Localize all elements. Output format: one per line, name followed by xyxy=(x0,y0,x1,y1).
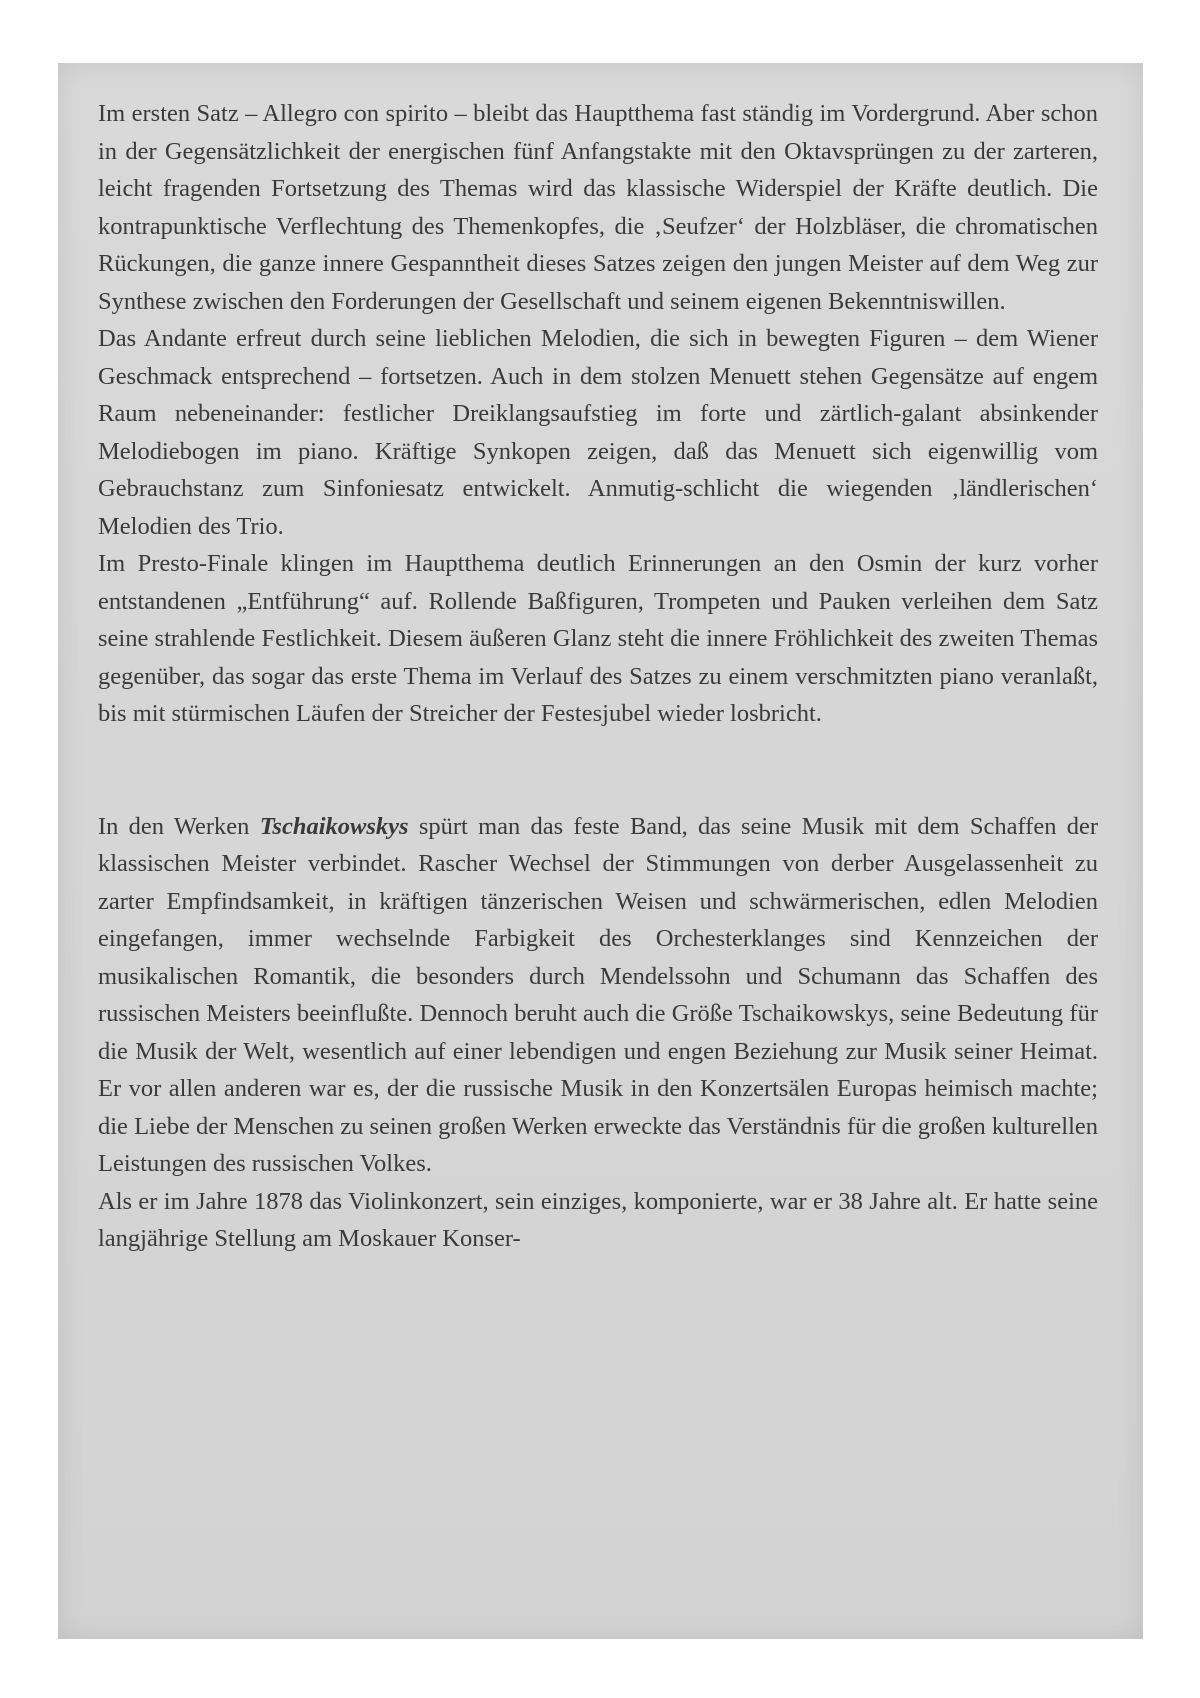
paragraph-presto-finale: Im Presto-Finale klingen im Hauptthema deutlich Erinnerungen an den Osmin der kurz vorher entstandenen „Entführung“ auf. Rollende Baßfiguren, Trompeten und Pauken verleihen dem Satz seine strahlende Festlichkeit. Diesem äußeren Glanz steht die innere Fröhlichkeit des zweiten Themas gegenüber, das sogar das erste Thema im Verlauf des Satzes zu einem verschmitzten piano veranlaßt, bis mit stürmischen Läufen der Streicher der Festesjubel wieder losbricht. xyxy=(98,550,1098,727)
paragraph-violin-concerto: Als er im Jahre 1878 das Violinkonzert, sein einziges, komponierte, war er 38 Jahre alt. Er hatte seine langjährige Stellung am Moskauer Konser- xyxy=(98,1187,1098,1252)
tchaikovsky-rest: spürt man das feste Band, das seine Musik mit dem Schaffen der klassischen Meister verbindet. Rascher Wechsel der Stimmungen von derber Ausgelassenheit zu zarter Empfindsamkeit, in kräftigen tänzerischen Weisen und schwärmerischen, edlen Melodien eingefangen, immer wechselnde Farbigkeit des Orchesterklanges sind Kennzeichen der musikalischen Romantik, die besonders durch Mendelssohn und Schumann das Schaffen des russischen Meisters beeinflußte. Dennoch beruht auch die Größe Tschaikowskys, seine Bedeutung für die Musik der Welt, wesentlich auf einer lebendigen und engen Beziehung zur Musik seiner Heimat. Er vor allen anderen war es, der die russische Musik in den Konzertsälen Europas heimisch machte; die Liebe der Menschen zu seinen großen Werken erweckte das Verständnis für die großen kulturellen Leistungen des russischen Volkes. xyxy=(98,812,1098,1177)
paragraph-tchaikovsky xyxy=(98,808,1098,1183)
composer-name: Tschaikowskys xyxy=(259,812,409,840)
section-gap xyxy=(98,733,1098,808)
paragraph-andante-menuett: Das Andante erfreut durch seine lieblichen Melodien, die sich in bewegten Figuren – dem Wiener Geschmack entsprechend – fortsetzen. Auch in dem stolzen Menuett stehen Gegensätze auf engem Raum nebeneinander: festlicher Dreiklangsaufstieg im forte und zärtlich-galant absinkender Melodiebogen im piano. Kräftige Synkopen zeigen, daß das Menuett sich eigenwillig vom Gebrauchstanz zum Sinfoniesatz entwickelt. Anmutig-schlicht die wiegenden ‚ländlerischen‘ Melodien des Trio. xyxy=(98,325,1098,540)
document-body xyxy=(98,95,1098,1258)
paragraph-first-movement: Im ersten Satz – Allegro con spirito – bleibt das Hauptthema fast ständig im Vordergrund. Aber schon in der Gegensätzlichkeit der energischen fünf Anfangstakte mit den Oktavsprüngen zu der zarteren, leicht fragenden Fortsetzung des Themas wird das klassische Widerspiel der Kräfte deutlich. Die kontrapunktische Verflechtung des Themenkopfes, die ‚Seufzer‘ der Holzbläser, die chromatischen Rückungen, die ganze innere Gespanntheit dieses Satzes zeigen den jungen Meister auf dem Weg zur Synthese zwischen den Forderungen der Gesellschaft und seinem eigenen Bekenntniswillen. xyxy=(98,100,1098,315)
document-page xyxy=(58,63,1143,1639)
tchaikovsky-lead: In den Werken xyxy=(98,812,250,840)
